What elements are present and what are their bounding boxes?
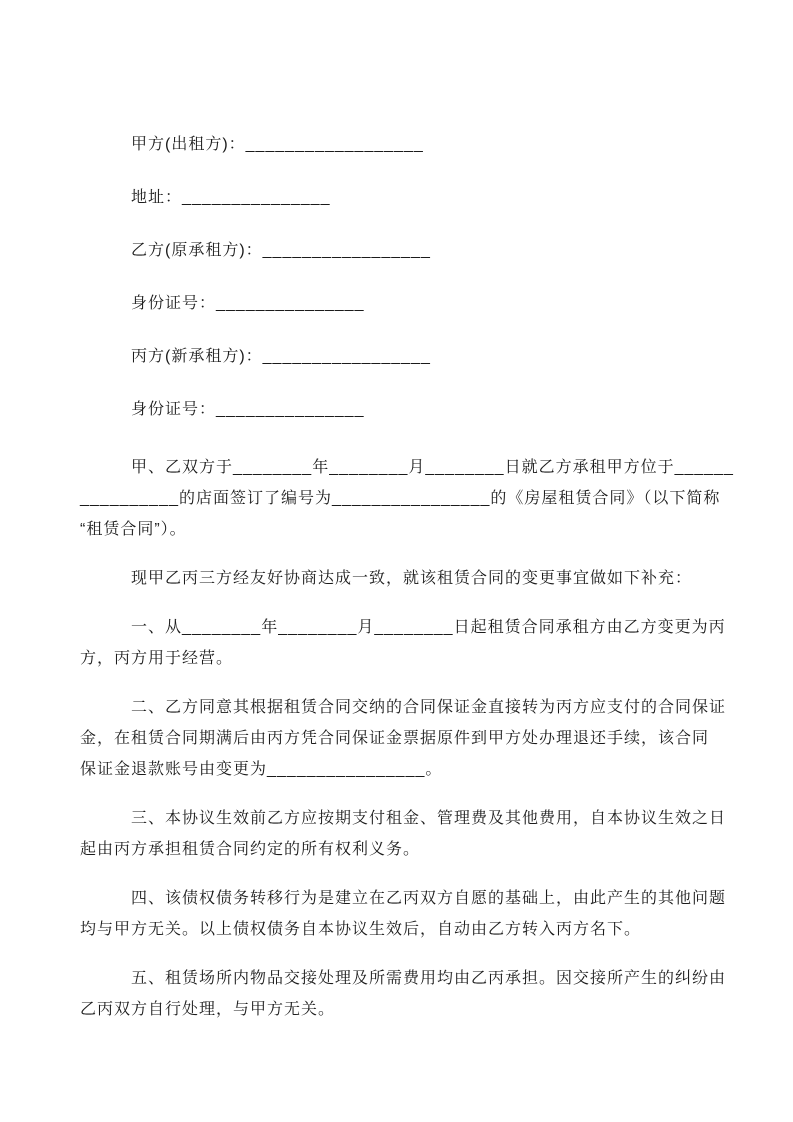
paragraph-line: 二、乙方同意其根据租赁合同交纳的合同保证金直接转为丙方应支付的合同保证 [131,699,727,716]
field-party-a: 甲方(出租方)：__________________ [131,136,424,153]
paragraph-line: 起由丙方承担租赁合同约定的所有权利义务。 [80,841,421,858]
paragraph-line: 一、从________年________月________日起租赁合同承租方由乙方变更为丙 [131,619,726,636]
paragraph-clause-3 [80,803,727,865]
paragraph-clause-4 [80,883,727,945]
paragraph-line: 金，在租赁合同期满后由丙方凭合同保证金票据原件到甲方处办理退还手续，该合同 [80,730,710,747]
paragraph-consensus [80,563,720,594]
paragraph-line: “租赁合同”）。 [80,521,187,538]
field-party-c: 丙方(新承租方)：_________________ [131,348,431,365]
field-id-number-c: 身份证号：_______________ [131,401,365,418]
field-party-b: 乙方(原承租方)：_________________ [131,242,431,259]
paragraph-line: 保证金退款账号由变更为________________。 [80,761,443,778]
paragraph-line: __________的店面签订了编号为________________的《房屋租赁合同》（以下简称 [80,490,721,507]
paragraph-line: 现甲乙丙三方经友好协商达成一致，就该租赁合同的变更事宜做如下补充： [131,570,693,587]
paragraph-line: 方，丙方用于经营。 [80,650,234,667]
paragraph-clause-2 [80,692,727,785]
field-id-number-b: 身份证号：_______________ [131,295,365,312]
paragraph-line: 三、本协议生效前乙方应按期支付租金、管理费及其他费用，自本协议生效之日 [131,810,727,827]
document-content [80,134,734,1043]
paragraph-clause-1 [80,612,726,674]
paragraph-line: 乙丙双方自行处理，与甲方无关。 [80,1001,336,1018]
paragraph-clause-5 [80,963,727,1025]
paragraph-line: 甲、乙双方于________年________月________日就乙方承租甲方位于______ [131,459,734,476]
paragraph-line: 四、该债权债务转移行为是建立在乙丙双方自愿的基础上，由此产生的其他问题 [131,890,727,907]
paragraph-line: 五、租赁场所内物品交接处理及所需费用均由乙丙承担。因交接所产生的纠纷由 [131,970,727,987]
field-address: 地址：_______________ [131,189,331,206]
paragraph-intro [80,452,734,545]
paragraph-line: 均与甲方无关。以上债权债务自本协议生效后，自动由乙方转入丙方名下。 [80,921,642,938]
